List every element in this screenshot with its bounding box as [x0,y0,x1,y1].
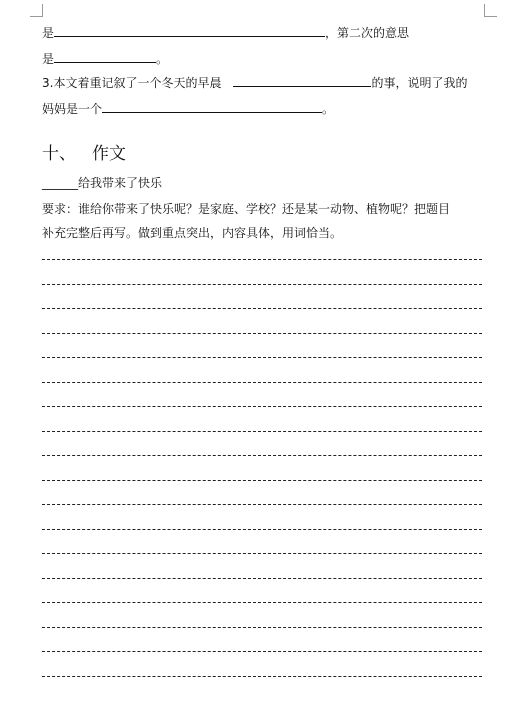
writing-line[interactable] [42,553,482,578]
line2-suffix: 。 [156,52,169,66]
question-3-line-2 [42,100,334,117]
writing-line[interactable] [42,480,482,505]
writing-line[interactable] [42,455,482,480]
line2-prefix: 是 [42,52,55,66]
question-3-line2-prefix: 妈妈是一个 [42,102,103,116]
writing-line[interactable] [42,504,482,529]
writing-line[interactable] [42,308,482,333]
essay-title-blank[interactable]: ______ [42,176,78,190]
line1-suffix: ，第二次的意思 [325,26,410,40]
answer-blank[interactable] [233,74,371,87]
question-3-text: 3.本文着重记叙了一个冬天的早晨 [42,76,222,90]
question-3 [42,74,467,91]
writing-line[interactable] [42,431,482,456]
answer-line-2 [42,50,168,67]
writing-line[interactable] [42,651,482,676]
margin-corner-mark [484,4,497,17]
writing-line[interactable] [42,676,482,701]
question-3-line2-suffix: 。 [322,102,335,116]
essay-title-text: 给我带来了快乐 [78,176,163,190]
writing-area[interactable] [42,259,482,700]
writing-line[interactable] [42,529,482,554]
section-heading [42,143,126,165]
answer-line-1 [42,24,409,41]
question-3-suffix: 的事，说明了我的 [371,76,468,90]
essay-requirement-line-1: 要求：谁给你带来了快乐呢？是家庭、学校？还是某一动物、植物呢？把题目 [42,202,451,216]
writing-line[interactable] [42,602,482,627]
essay-title [42,175,162,191]
writing-line[interactable] [42,284,482,309]
answer-blank[interactable] [54,50,156,63]
writing-line[interactable] [42,382,482,407]
writing-line[interactable] [42,627,482,652]
writing-line[interactable] [42,406,482,431]
writing-line[interactable] [42,357,482,382]
essay-requirement-line-2: 补充完整后再写。做到重点突出，内容具体，用词恰当。 [42,226,343,240]
section-title: 作文 [92,144,126,164]
writing-line[interactable] [42,333,482,358]
writing-line[interactable] [42,259,482,284]
margin-corner-mark [30,4,43,17]
section-number: 十、 [42,144,76,164]
writing-line[interactable] [42,578,482,603]
line1-prefix: 是 [42,26,55,40]
answer-blank[interactable] [54,24,325,37]
answer-blank[interactable] [102,100,322,113]
